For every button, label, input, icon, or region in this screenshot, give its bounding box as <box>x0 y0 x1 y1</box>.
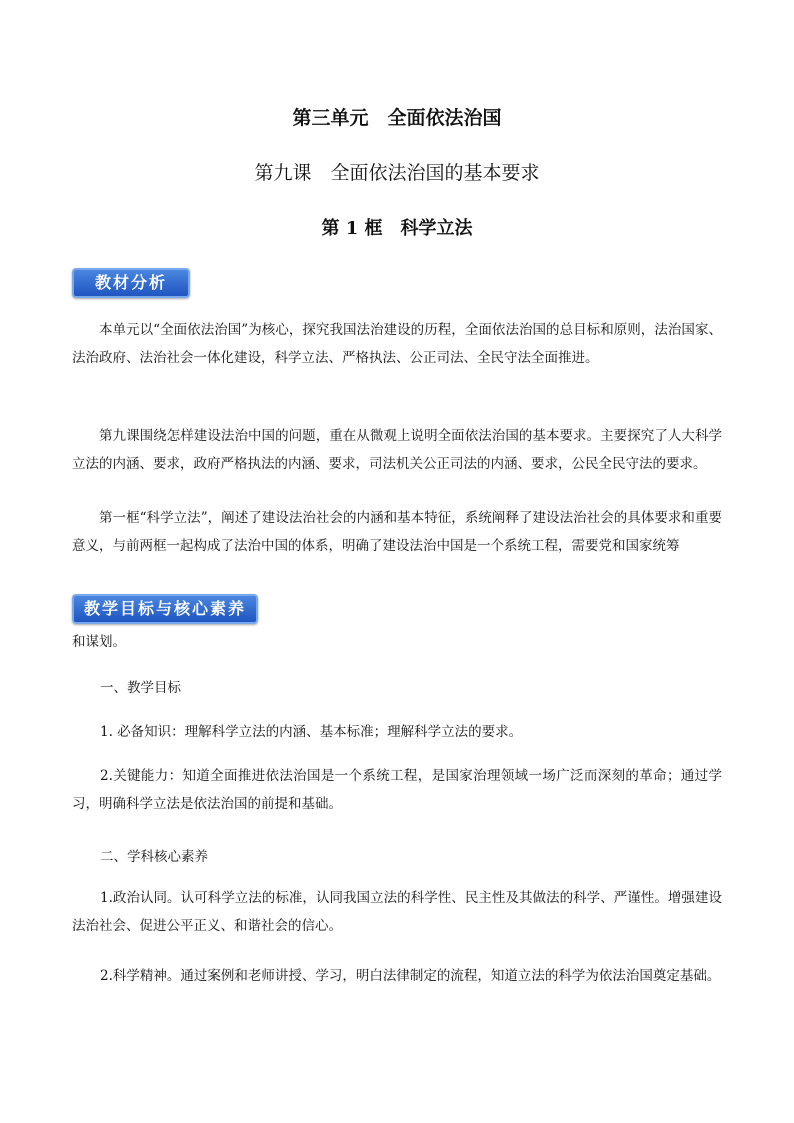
teaching-goals-badge: 教学目标与核心素养 <box>72 594 258 624</box>
literacy-item-scientific: 2.科学精神。通过案例和老师讲授、学习，明白法律制定的流程，知道立法的科学为依法治国奠定基础。 <box>100 968 721 984</box>
literacy-item-political: 1.政治认同。认可科学立法的标准，认同我国立法的科学性、民主性及其做法的科学、严谨性。增强建设法治社会、促进公平正义、和谐社会的信心。 <box>72 890 722 934</box>
material-analysis-badge: 教材分析 <box>72 268 190 298</box>
goal-item-ability: 2.关键能力：知道全面推进依法治国是一个系统工程，是国家治理领域一场广泛而深刻的革命；通过学习，明确科学立法是依法治国的前提和基础。 <box>72 768 722 812</box>
analysis-paragraph-3 <box>72 504 722 560</box>
core-literacy-heading: 二、学科核心素养 <box>100 849 208 865</box>
analysis-paragraph-3-text: 第一框“科学立法”，阐述了建设法治社会的内涵和基本特征，系统阐释了建设法治社会的具体要求和重要意义，与前两框一起构成了法治中国的体系，明确了建设法治中国是一个系统工程，需要党和国家统筹 <box>72 510 722 554</box>
goal-item-knowledge: 1. 必备知识：理解科学立法的内涵、基本标准；理解科学立法的要求。 <box>100 724 523 740</box>
teaching-goals-heading: 一、教学目标 <box>100 680 181 696</box>
unit-title: 第三单元 全面依法治国 <box>292 107 502 129</box>
lesson-title: 第九课 全面依法治国的基本要求 <box>254 162 540 184</box>
section-title: 第 1 框 科学立法 <box>321 218 473 239</box>
analysis-paragraph-2: 第九课围绕怎样建设法治中国的问题，重在从微观上说明全面依法治国的基本要求。主要探究了人大科学立法的内涵、要求，政府严格执法的内涵、要求，司法机关公正司法的内涵、要求，公民全民守法的要求。 <box>72 428 722 472</box>
analysis-paragraph-1: 本单元以“全面依法治国”为核心，探究我国法治建设的历程，全面依法治国的总目标和原则，法治国家、法治政府、法治社会一体化建设，科学立法、严格执法、公正司法、全民守法全面推进。 <box>72 322 722 366</box>
analysis-paragraph-3-continuation: 和谋划。 <box>72 634 126 650</box>
